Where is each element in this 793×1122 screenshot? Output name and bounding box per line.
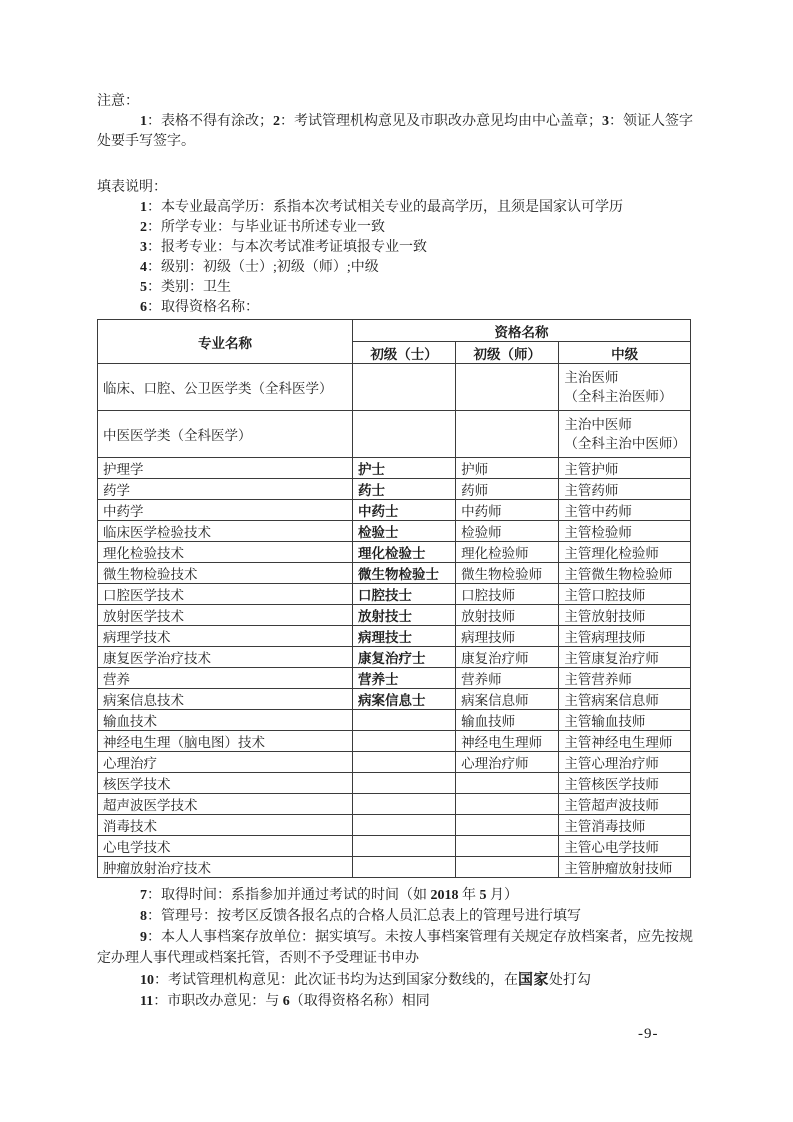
- text-segment: （取得资格名称）相同: [289, 994, 430, 1009]
- text-segment: 处要手写签字。: [97, 134, 195, 149]
- cell-intermediate: 主管病理技师: [559, 626, 691, 647]
- text-segment: 2: [273, 114, 280, 129]
- cell-junior-shi: 理化检验士: [352, 542, 455, 563]
- table-row: [98, 815, 691, 836]
- cell-junior-shi: 康复治疗士: [352, 647, 455, 668]
- text-segment: ：类别：卫生: [147, 280, 231, 295]
- cell-major-name: 微生物检验技术: [98, 563, 353, 584]
- cell-major-name: 放射医学技术: [98, 605, 353, 626]
- cell-major-name: 核医学技术: [98, 773, 353, 794]
- text-segment: 1: [140, 200, 147, 215]
- text-segment: 4: [140, 260, 147, 275]
- cell-junior-shi: 营养士: [352, 668, 455, 689]
- text-segment: 6: [140, 300, 147, 315]
- cell-intermediate: 主管病案信息师: [559, 689, 691, 710]
- cell-line: 主治医师: [564, 370, 619, 385]
- cell-intermediate: 主管药师: [559, 479, 691, 500]
- text-segment: 3: [602, 114, 609, 129]
- table-row: [98, 731, 691, 752]
- document-content: [97, 92, 691, 1012]
- text-segment: 月）: [486, 888, 518, 903]
- table-row: [98, 710, 691, 731]
- cell-major-name: 超声波医学技术: [98, 794, 353, 815]
- table-row: [98, 647, 691, 668]
- table-row: [98, 857, 691, 878]
- cell-intermediate: 主管心电学技师: [559, 836, 691, 857]
- text-segment: 处打勾: [549, 973, 592, 988]
- cell-junior-shi: [352, 411, 455, 458]
- cell-major-name: 药学: [98, 479, 353, 500]
- text-segment: 11: [140, 994, 154, 1009]
- cell-major-name: 护理学: [98, 458, 353, 479]
- text-segment: 国家: [518, 971, 550, 988]
- cell-intermediate: 主管检验师: [559, 521, 691, 542]
- text-segment: 2: [140, 220, 147, 235]
- text-segment: 年: [458, 888, 480, 903]
- cell-intermediate: 主管神经电生理师: [559, 731, 691, 752]
- cell-junior-shi2: [456, 815, 559, 836]
- cell-junior-shi2: 药师: [456, 479, 559, 500]
- cell-junior-shi2: 理化检验师: [456, 542, 559, 563]
- cell-junior-shi2: 护师: [456, 458, 559, 479]
- table-row: [98, 626, 691, 647]
- cell-major-name: 中药学: [98, 500, 353, 521]
- cell-junior-shi2: 病理技师: [456, 626, 559, 647]
- table-header-row-1: [98, 320, 691, 342]
- instructions-title: 填表说明：: [97, 180, 167, 195]
- cell-intermediate: [559, 364, 691, 411]
- cell-junior-shi2: 心理治疗师: [456, 752, 559, 773]
- cell-major-name: 消毒技术: [98, 815, 353, 836]
- text-segment: 3: [140, 240, 147, 255]
- cell-major-name: 临床医学检验技术: [98, 521, 353, 542]
- column-header-junior-shi: 初级（士）: [352, 342, 455, 364]
- text-segment: 2018: [430, 888, 459, 903]
- cell-intermediate: 主管康复治疗师: [559, 647, 691, 668]
- footnote-9-line-2: [97, 948, 691, 969]
- footnote-10: [97, 969, 691, 991]
- table-row: [98, 689, 691, 710]
- text-segment: ：级别：初级（士）;初级（师）;中级: [147, 260, 379, 275]
- cell-junior-shi: 护士: [352, 458, 455, 479]
- cell-intermediate: 主管核医学技师: [559, 773, 691, 794]
- text-segment: ：本专业最高学历：系指本次考试相关专业的最高学历，且须是国家认可学历: [147, 200, 623, 215]
- table-row: [98, 364, 691, 411]
- cell-junior-shi: 放射技士: [352, 605, 455, 626]
- text-segment: 1: [140, 114, 147, 129]
- cell-junior-shi2: 神经电生理师: [456, 731, 559, 752]
- table-row: [98, 563, 691, 584]
- table-body: [98, 364, 691, 878]
- cell-junior-shi2: 营养师: [456, 668, 559, 689]
- cell-junior-shi: [352, 857, 455, 878]
- text-segment: ：取得资格名称：: [147, 300, 259, 315]
- cell-junior-shi: [352, 752, 455, 773]
- instruction-item-1: [97, 198, 691, 218]
- text-segment: ：本人人事档案存放单位：据实填写。未按人事档案管理有关规定存放档案者，应先按规: [147, 930, 693, 945]
- cell-intermediate: 主管心理治疗师: [559, 752, 691, 773]
- cell-intermediate: 主管微生物检验师: [559, 563, 691, 584]
- cell-junior-shi: [352, 731, 455, 752]
- footnote-11: [97, 991, 691, 1012]
- cell-junior-shi2: 检验师: [456, 521, 559, 542]
- text-segment: ：领证人签字: [609, 114, 693, 129]
- table-row: [98, 500, 691, 521]
- cell-intermediate: 主管护师: [559, 458, 691, 479]
- cell-major-name: 神经电生理（脑电图）技术: [98, 731, 353, 752]
- table-row: [98, 836, 691, 857]
- footnote-7: [97, 885, 691, 906]
- cell-junior-shi: 微生物检验士: [352, 563, 455, 584]
- text-segment: ：管理号：按考区反馈各报名点的合格人员汇总表上的管理号进行填写: [147, 909, 581, 924]
- table-row: [98, 794, 691, 815]
- cell-line: （全科主治中医师）: [564, 436, 686, 451]
- cell-major-name: 康复医学治疗技术: [98, 647, 353, 668]
- cell-line: （全科主治医师）: [564, 389, 673, 404]
- cell-junior-shi: 病理技士: [352, 626, 455, 647]
- cell-major-name: 病理学技术: [98, 626, 353, 647]
- text-segment: 10: [140, 973, 154, 988]
- table-row: [98, 668, 691, 689]
- table-row: [98, 521, 691, 542]
- table-row: [98, 479, 691, 500]
- footnote-9-line-1: [97, 927, 691, 948]
- cell-major-name: 营养: [98, 668, 353, 689]
- text-segment: 5: [479, 888, 487, 903]
- cell-junior-shi: [352, 364, 455, 411]
- cell-junior-shi: 病案信息士: [352, 689, 455, 710]
- cell-junior-shi: 口腔技士: [352, 584, 455, 605]
- cell-junior-shi2: [456, 411, 559, 458]
- cell-junior-shi: 药士: [352, 479, 455, 500]
- cell-major-name: 中医医学类（全科医学）: [98, 411, 353, 458]
- cell-junior-shi2: [456, 773, 559, 794]
- column-header-major-name: 专业名称: [98, 320, 353, 364]
- instruction-item-3: [97, 238, 691, 258]
- qualification-table: [97, 319, 691, 878]
- footnote-8: [97, 906, 691, 927]
- cell-intermediate: 主管超声波技师: [559, 794, 691, 815]
- cell-junior-shi2: 中药师: [456, 500, 559, 521]
- cell-intermediate: 主管口腔技师: [559, 584, 691, 605]
- text-segment: ：市职改办意见：与: [153, 994, 283, 1009]
- table-row: [98, 584, 691, 605]
- cell-major-name: 理化检验技术: [98, 542, 353, 563]
- text-segment: ：考试管理机构意见及市职改办意见均由中心盖章；: [280, 114, 602, 129]
- footnotes-section: [97, 885, 691, 1012]
- instruction-item-4: [97, 258, 691, 278]
- cell-junior-shi2: [456, 364, 559, 411]
- text-segment: ：表格不得有涂改；: [147, 114, 273, 129]
- cell-junior-shi2: 康复治疗师: [456, 647, 559, 668]
- cell-junior-shi2: 输血技师: [456, 710, 559, 731]
- cell-major-name: 肿瘤放射治疗技术: [98, 857, 353, 878]
- cell-junior-shi: [352, 815, 455, 836]
- cell-junior-shi: 检验士: [352, 521, 455, 542]
- cell-intermediate: 主管消毒技师: [559, 815, 691, 836]
- page-number: -9-: [638, 1026, 659, 1042]
- table-row: [98, 752, 691, 773]
- cell-intermediate: 主管肿瘤放射技师: [559, 857, 691, 878]
- cell-major-name: 心理治疗: [98, 752, 353, 773]
- column-header-intermediate: 中级: [559, 342, 691, 364]
- cell-intermediate: [559, 411, 691, 458]
- cell-major-name: 临床、口腔、公卫医学类（全科医学）: [98, 364, 353, 411]
- table-row: [98, 773, 691, 794]
- text-segment: ：报考专业：与本次考试准考证填报专业一致: [147, 240, 427, 255]
- cell-junior-shi2: [456, 794, 559, 815]
- text-segment: 9: [140, 930, 147, 945]
- text-segment: 8: [140, 909, 147, 924]
- cell-intermediate: 主管中药师: [559, 500, 691, 521]
- table-row: [98, 411, 691, 458]
- text-segment: 定办理人事代理或档案托管，否则不予受理证书申办: [97, 951, 419, 966]
- cell-junior-shi: [352, 710, 455, 731]
- cell-major-name: 输血技术: [98, 710, 353, 731]
- column-header-qualification-group: 资格名称: [352, 320, 690, 342]
- instruction-item-2: [97, 218, 691, 238]
- table-row: [98, 542, 691, 563]
- text-segment: ：所学专业：与毕业证书所述专业一致: [147, 220, 385, 235]
- text-segment: 5: [140, 280, 147, 295]
- column-header-junior-shi2: 初级（师）: [456, 342, 559, 364]
- cell-intermediate: 主管输血技师: [559, 710, 691, 731]
- cell-junior-shi2: [456, 857, 559, 878]
- cell-intermediate: 主管理化检验师: [559, 542, 691, 563]
- cell-junior-shi2: 放射技师: [456, 605, 559, 626]
- cell-intermediate: 主管营养师: [559, 668, 691, 689]
- cell-junior-shi2: 微生物检验师: [456, 563, 559, 584]
- cell-major-name: 病案信息技术: [98, 689, 353, 710]
- text-segment: ：考试管理机构意见：此次证书均为达到国家分数线的，在: [154, 973, 518, 988]
- cell-junior-shi2: [456, 836, 559, 857]
- cell-junior-shi: [352, 794, 455, 815]
- instruction-item-6: [97, 298, 691, 318]
- text-segment: 6: [282, 994, 290, 1009]
- cell-junior-shi2: 口腔技师: [456, 584, 559, 605]
- notice-line-1: [97, 112, 691, 132]
- cell-intermediate: 主管放射技师: [559, 605, 691, 626]
- table-row: [98, 605, 691, 626]
- notice-title: 注意：: [97, 94, 139, 109]
- cell-junior-shi: [352, 773, 455, 794]
- cell-junior-shi2: 病案信息师: [456, 689, 559, 710]
- cell-junior-shi: 中药士: [352, 500, 455, 521]
- cell-major-name: 心电学技术: [98, 836, 353, 857]
- text-segment: ：取得时间：系指参加并通过考试的时间（如: [147, 888, 431, 903]
- table-row: [98, 458, 691, 479]
- cell-line: 主治中医师: [564, 417, 632, 432]
- cell-major-name: 口腔医学技术: [98, 584, 353, 605]
- text-segment: 7: [140, 888, 147, 903]
- instruction-item-5: [97, 278, 691, 298]
- notice-line-2: [97, 132, 691, 152]
- cell-junior-shi: [352, 836, 455, 857]
